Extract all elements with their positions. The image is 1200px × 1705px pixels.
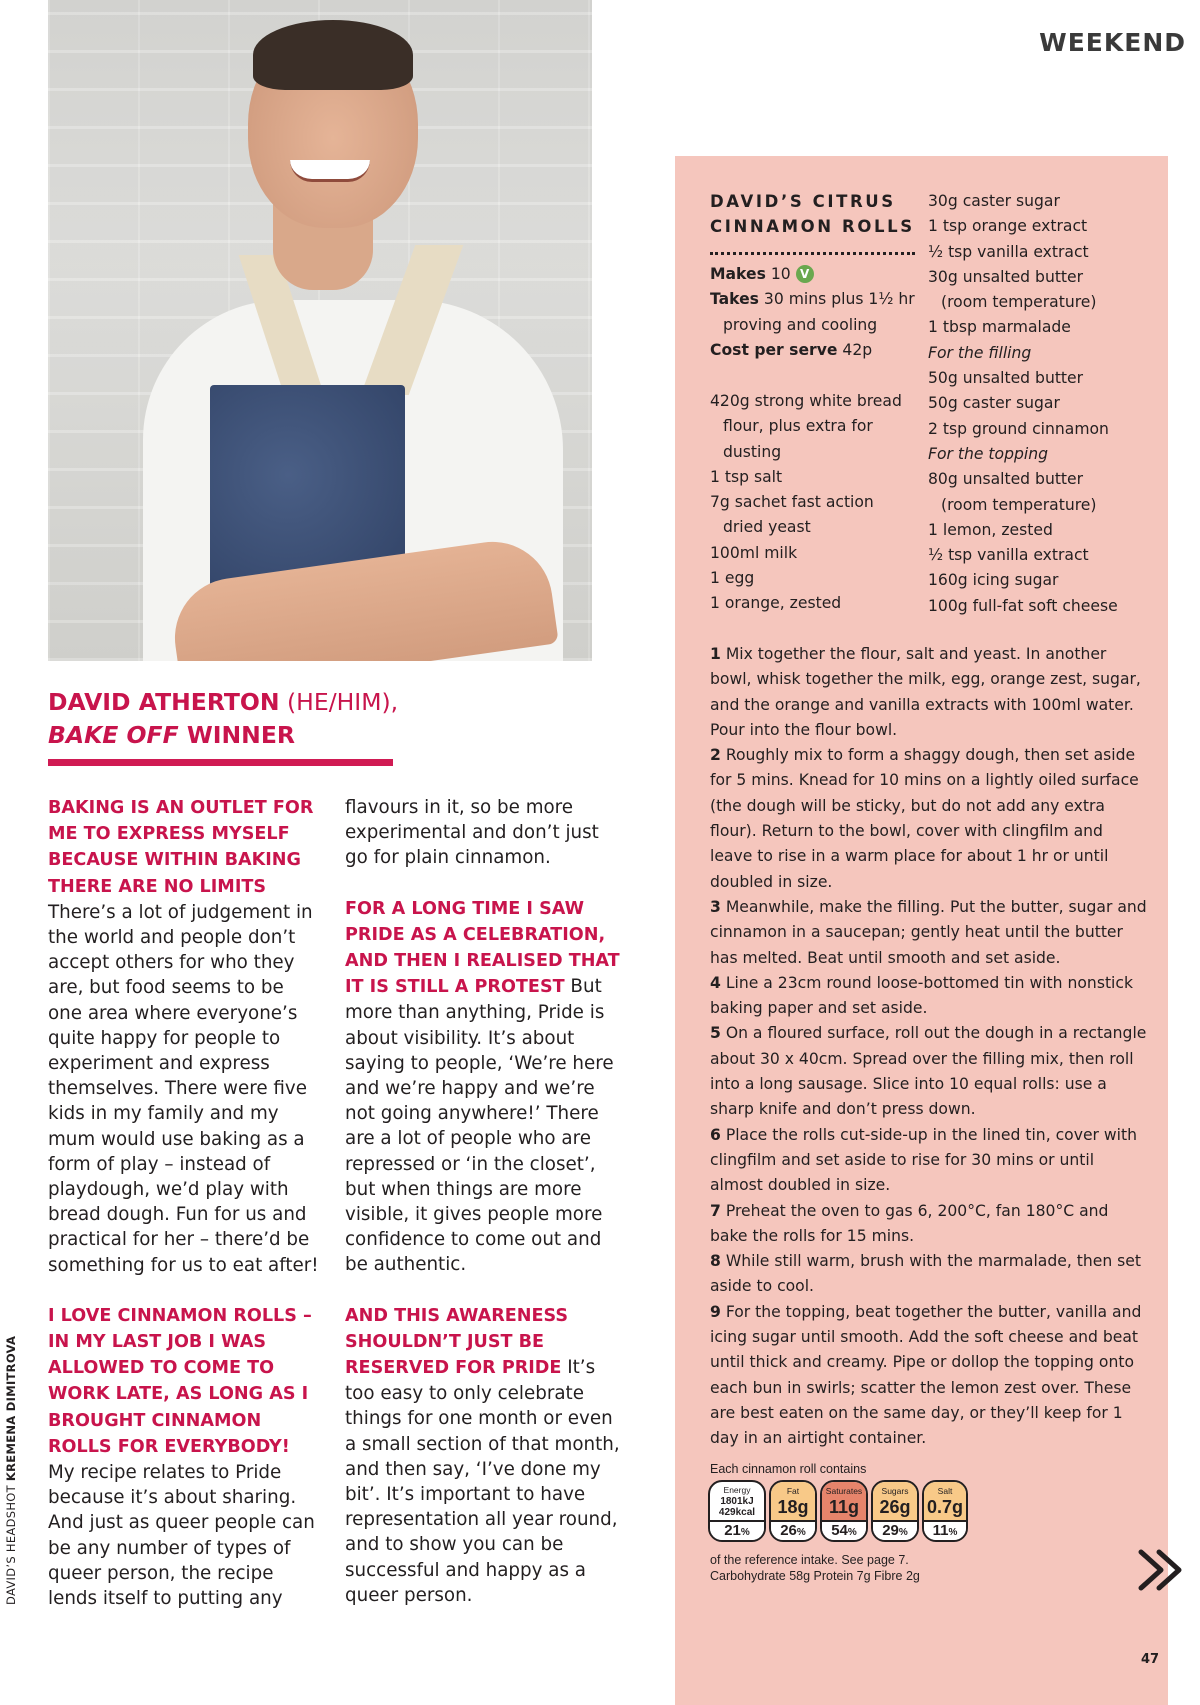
body-text: There’s a lot of judgement in the world and people don’t accept others for who they are, but food seems to be one area where everyone’s quite happy for people to experiment and express themselves. There were five kids in my family and my mum would use baking as a form of play – instead of playdough, we’d play with bread dough. Fun for us and practical for her – there’d be something for us to eat after! — [48, 901, 319, 1276]
paragraph — [345, 1303, 625, 1608]
article-column-1 — [48, 795, 323, 1636]
article-headline — [48, 686, 448, 752]
recipe-meta — [710, 262, 925, 363]
section-label: WEEKEND — [1039, 28, 1186, 57]
ingredient-subheading: For the topping — [928, 444, 1048, 463]
body-text: flavours in it, so be more experimental and don’t just go for plain cinnamon. — [345, 797, 599, 869]
body-text: It’s too easy to only celebrate things for one month or even a small section of that month, and then say, ‘I’ve done my bit’. It’s important to have representation all year round, and to show you can be successful and happy as a queer person. — [345, 1357, 620, 1606]
page-number: 47 — [1141, 1652, 1160, 1667]
ingredient: (room temperature) — [941, 495, 1097, 514]
ingredient: 100g full-fat soft cheese — [928, 596, 1118, 615]
ingredient: 1 tsp orange extract — [928, 217, 1088, 236]
ingredient: dusting — [723, 442, 782, 461]
ingredient: 30g caster sugar — [928, 192, 1060, 210]
nutrition-title: Each cinnamon roll contains — [710, 1462, 867, 1476]
pull-quote: I LOVE CINNAMON ROLLS – IN MY LAST JOB I WAS ALLOWED TO COME TO WORK LATE, AS LONG AS I BROUGHT CINNAMON ROLLS FOR EVERYBODY! — [48, 1305, 312, 1457]
dotted-divider — [710, 252, 915, 255]
ingredient: 100ml milk — [710, 543, 798, 562]
pull-quote: BAKING IS AN OUTLET FOR ME TO EXPRESS MYSELF BECAUSE WITHIN BAKING THERE ARE NO LIMITS — [48, 798, 314, 897]
vegetarian-icon: V — [796, 265, 814, 283]
recipe-title: DAVID’S CITRUS CINNAMON ROLLS — [710, 192, 915, 236]
takes-line: Takes 30 mins plus 1½ hr — [710, 290, 915, 309]
method — [710, 642, 1150, 1452]
paragraph — [48, 1303, 323, 1611]
ingredient-subheading: For the filling — [928, 343, 1032, 362]
ingredient: 1 tbsp marmalade — [928, 318, 1071, 337]
nutrition-sugars: Sugars 26g 29% — [871, 1480, 919, 1542]
ingredient: 50g unsalted butter — [928, 369, 1084, 388]
ingredient: (room temperature) — [941, 293, 1097, 312]
ingredient: ½ tsp vanilla extract — [928, 242, 1089, 261]
hair — [253, 20, 413, 90]
method-step: 8 While still warm, brush with the marmalade, then set aside to cool. — [710, 1252, 1142, 1296]
ingredient: 160g icing sugar — [928, 571, 1059, 590]
headline-pronouns: (HE/HIM), — [279, 688, 399, 716]
nutrition-energy: Energy 1801kJ 429kcal 21% — [708, 1480, 766, 1542]
method-step: 3 Meanwhile, make the filling. Put the butter, sugar and cinnamon in a saucepan; gently heat until the butter has melted. Beat until smooth and set aside. — [710, 897, 1147, 967]
ingredients-right — [928, 189, 1168, 619]
ingredient: dried yeast — [723, 518, 811, 537]
method-step: 2 Roughly mix to form a shaggy dough, then set aside for 5 mins. Knead for 10 mins on a lightly oiled surface (the dough will be sticky, but do not add any extra flour). Return to the bowl, cover with clingfilm and leave to rise in a warm place for about 1 hr or until doubled in size. — [710, 746, 1139, 891]
nutrition-salt: Salt 0.7g 11% — [922, 1480, 968, 1542]
headline-title: WINNER — [178, 721, 295, 749]
body-text: My recipe relates to Pride because it’s about sharing. And just as queer people can be any number of types of queer person, the recipe lends itself to putting any — [48, 1462, 315, 1610]
method-step: 9 For the topping, beat together the butter, vanilla and icing sugar until smooth. Add the soft cheese and beat until thick and creamy. Pipe or dollop the topping onto each bun in swirls; scatter the lemon zest over. These are best eaten on the same day, or they’ll keep for 1 day in an airtight container. — [710, 1302, 1142, 1448]
ingredients-left — [710, 389, 925, 617]
headline-show: BAKE OFF — [48, 721, 179, 749]
ingredient: 1 tsp salt — [710, 467, 783, 486]
nutrition-label — [708, 1480, 968, 1542]
ingredient: 7g sachet fast action — [710, 493, 874, 512]
double-chevron-right-icon[interactable] — [1135, 1548, 1190, 1593]
photo-credit: DAVID’S HEADSHOT KREMENA DIMITROVA — [4, 1335, 18, 1605]
method-step: 7 Preheat the oven to gas 6, 200°C, fan 180°C and bake the rolls for 15 mins. — [710, 1201, 1109, 1245]
ingredient: 1 orange, zested — [710, 594, 842, 613]
cost-line: Cost per serve 42p — [710, 340, 873, 359]
makes-line: Makes 10 V — [710, 262, 925, 287]
ingredient: 30g unsalted butter — [928, 267, 1084, 286]
paragraph — [345, 896, 625, 1278]
article-column-2 — [345, 795, 625, 1633]
recipe-panel — [675, 156, 1168, 1705]
ingredient: 1 egg — [710, 569, 755, 588]
pull-quote: AND THIS AWARENESS SHOULDN’T JUST BE RESERVED FOR PRIDE — [345, 1305, 569, 1379]
ingredient: 80g unsalted butter — [928, 470, 1084, 489]
ingredient: 50g caster sugar — [928, 394, 1060, 413]
headshot-photo — [48, 0, 592, 661]
method-step: 5 On a floured surface, roll out the dough in a rectangle about 30 x 40cm. Spread over the filling mix, then roll into a long sausage. Slice into 10 equal rolls: use a sharp knife and don’t press down. — [710, 1024, 1147, 1119]
method-step: 6 Place the rolls cut-side-up in the lined tin, cover with clingfilm and set aside to rise for 30 mins or until almost doubled in size. — [710, 1125, 1137, 1195]
ingredient: flour, plus extra for — [723, 417, 873, 436]
ingredient: 1 lemon, zested — [928, 520, 1053, 539]
method-step: 4 Line a 23cm round loose-bottomed tin with nonstick baking paper and set aside. — [710, 973, 1133, 1018]
pull-quote: FOR A LONG TIME I SAW PRIDE AS A CELEBRATION, AND THEN I REALISED THAT IT IS STILL A PROTEST — [345, 898, 620, 998]
headline-rule — [48, 759, 393, 766]
headline-name: DAVID ATHERTON — [48, 688, 280, 716]
smile — [290, 160, 370, 182]
method-step: 1 Mix together the flour, salt and yeast. In another bowl, whisk together the milk, egg, orange zest, sugar, and the orange and vanilla extracts with 100ml water. Pour into the flour bowl. — [710, 645, 1141, 739]
ingredient: ½ tsp vanilla extract — [928, 546, 1089, 565]
nutrition-fat: Fat 18g 26% — [769, 1480, 817, 1542]
takes-line-2: proving and cooling — [723, 315, 878, 334]
ingredient: 420g strong white bread — [710, 392, 902, 410]
body-text: But more than anything, Pride is about visibility. It’s about saying to people, ‘We’re here and we’re happy and we’re not going anywhere!’ There are a lot of people who are repressed or ‘in the closet’, but when things are more visible, it gives people more confidence to come out and be authentic. — [345, 976, 614, 1276]
paragraph — [48, 795, 323, 1278]
nutrition-saturates: Saturates 11g 54% — [820, 1480, 868, 1542]
paragraph — [345, 795, 625, 871]
nutrition-footer: of the reference intake. See page 7. Carbohydrate 58g Protein 7g Fibre 2g — [710, 1553, 920, 1583]
ingredient: 2 tsp ground cinnamon — [928, 419, 1109, 438]
